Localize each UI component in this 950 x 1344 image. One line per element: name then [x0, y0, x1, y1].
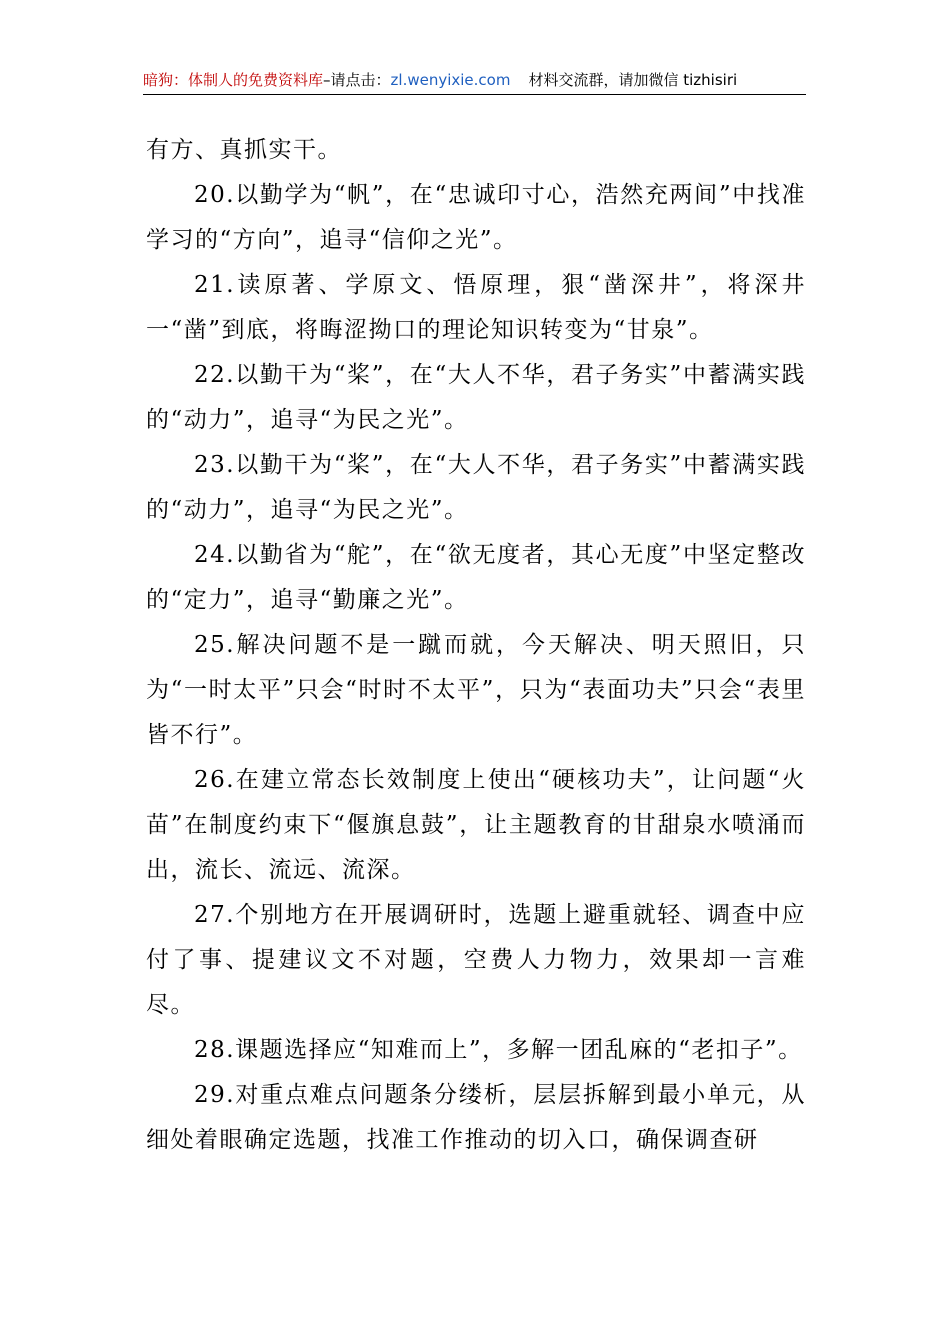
header-link[interactable]: zl.wenyixie.com [390, 71, 511, 89]
header-site-name: 暗狗：体制人的免费资料库 [143, 71, 324, 89]
document-body [146, 128, 806, 1163]
paragraph-23: 23.以勤干为“桨”，在“大人不华，君子务实”中蓄满实践的“动力”，追寻“为民之光”。 [146, 452, 806, 523]
header-click-prompt: –请点击： [323, 71, 391, 89]
page-header [143, 66, 806, 95]
paragraph-20: 20.以勤学为“帆”，在“忠诚印寸心，浩然充两间”中找准学习的“方向”，追寻“信仰之光”。 [146, 182, 806, 253]
paragraph-24: 24.以勤省为“舵”，在“欲无度者，其心无度”中坚定整改的“定力”，追寻“勤廉之光”。 [146, 542, 806, 613]
paragraph-29: 29.对重点难点问题条分缕析，层层拆解到最小单元，从细处着眼确定选题，找准工作推动的切入口，确保调查研 [146, 1082, 806, 1153]
paragraph-26: 26.在建立常态长效制度上使出“硬核功夫”，让问题“火苗”在制度约束下“偃旗息鼓”，让主题教育的甘甜泉水喷涌而出，流长、流远、流深。 [146, 767, 806, 883]
header-wechat-note: 材料交流群，请加微信 tizhisiri [528, 71, 738, 89]
paragraph-28: 28.课题选择应“知难而上”，多解一团乱麻的“老扣子”。 [194, 1037, 803, 1063]
paragraph-21: 21.读原著、学原文、悟原理，狠“凿深井”，将深井一“凿”到底，将晦涩拗口的理论知识转变为“甘泉”。 [146, 272, 806, 343]
paragraph-27: 27.个别地方在开展调研时，选题上避重就轻、调查中应付了事、提建议文不对题，空费人力物力，效果却一言难尽。 [146, 902, 806, 1018]
paragraph-continuation: 有方、真抓实干。 [146, 137, 342, 163]
paragraph-25: 25.解决问题不是一蹴而就，今天解决、明天照旧，只为“一时太平”只会“时时不太平”，只为“表面功夫”只会“表里皆不行”。 [146, 632, 806, 748]
paragraph-22: 22.以勤干为“桨”，在“大人不华，君子务实”中蓄满实践的“动力”，追寻“为民之光”。 [146, 362, 806, 433]
